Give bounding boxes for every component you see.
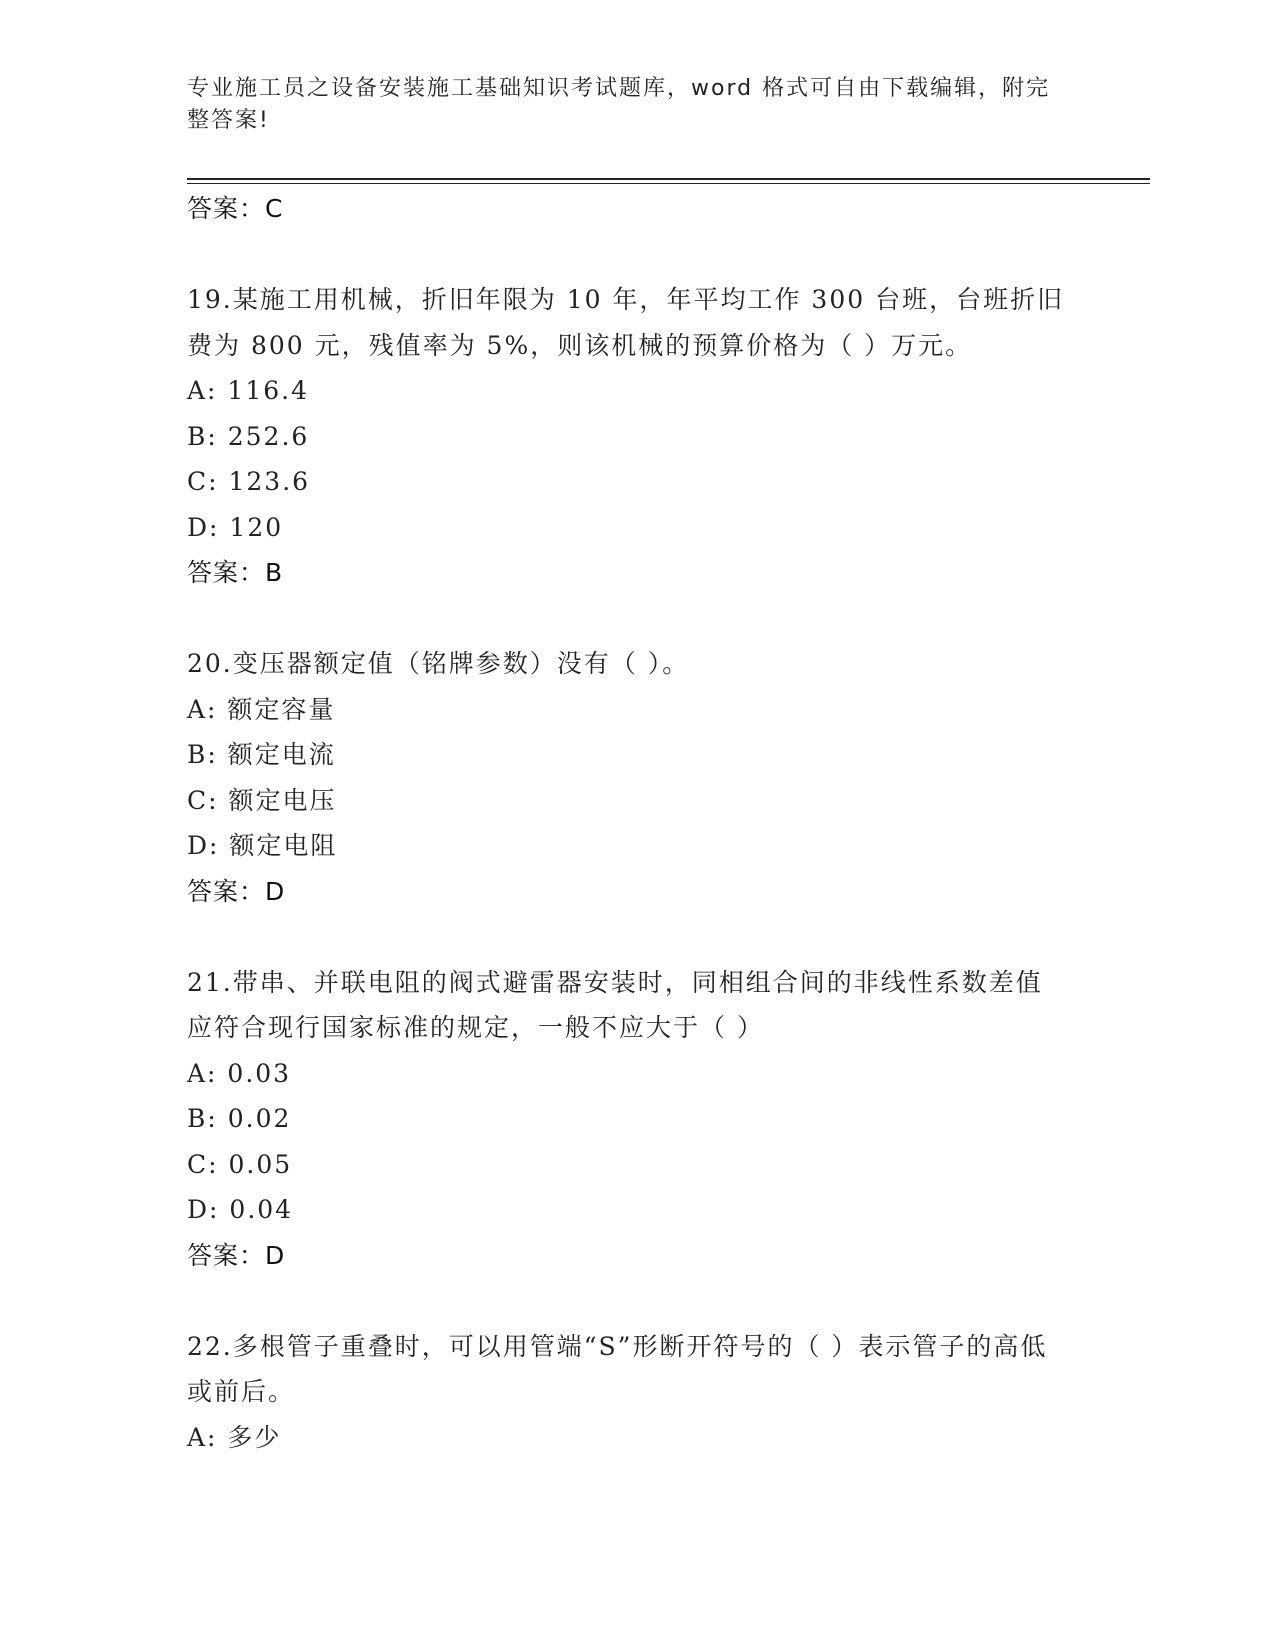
option-c: C: 额定电压 <box>187 785 337 815</box>
spacer <box>187 1278 1067 1324</box>
option-d: D: 0.04 <box>187 1195 294 1224</box>
answer-label: 答案：D <box>187 876 286 906</box>
question-stem: 19.某施工用机械，折旧年限为 10 年，年平均工作 300 台班，台班折旧费为 800 元，残值率为 5%，则该机械的预算价格为（ ）万元。 <box>187 285 1065 360</box>
option-b: B: 252.6 <box>187 421 310 451</box>
answer-label: 答案：B <box>187 558 284 587</box>
question-stem: 20.变压器额定值（铭牌参数）没有（ ）。 <box>187 649 690 678</box>
question-list <box>187 186 1067 1460</box>
option-a: A: 0.03 <box>187 1058 292 1088</box>
question-stem: 21.带串、并联电阻的阀式避雷器安装时，同相组合间的非线性系数差值应符合现行国家标准的规定，一般不应大于（ ） <box>187 967 1043 1042</box>
header-divider-thick <box>187 178 1150 180</box>
header-divider-thin <box>187 183 1150 184</box>
spacer <box>187 596 1067 642</box>
spacer <box>187 232 1067 278</box>
question-stem: 22.多根管子重叠时，可以用管端“S”形断开符号的（ ）表示管子的高低或前后。 <box>187 1331 1048 1406</box>
document-header: 专业施工员之设备安装施工基础知识考试题库，word 格式可自由下载编辑，附完整答案! <box>187 76 1051 133</box>
option-c: C: 123.6 <box>187 467 311 496</box>
option-a: A: 116.4 <box>187 376 309 405</box>
option-d: D: 额定电阻 <box>187 831 338 860</box>
spacer <box>187 914 1067 960</box>
option-a: A: 额定容量 <box>187 694 336 724</box>
option-c: C: 0.05 <box>187 1149 293 1179</box>
option-b: B: 0.02 <box>187 1104 292 1133</box>
answer-label: 答案：D <box>187 1240 286 1270</box>
option-a: A: 多少 <box>187 1422 282 1452</box>
option-b: B: 额定电流 <box>187 740 336 769</box>
option-d: D: 120 <box>187 512 284 542</box>
answer-label: 答案：C <box>187 194 284 223</box>
